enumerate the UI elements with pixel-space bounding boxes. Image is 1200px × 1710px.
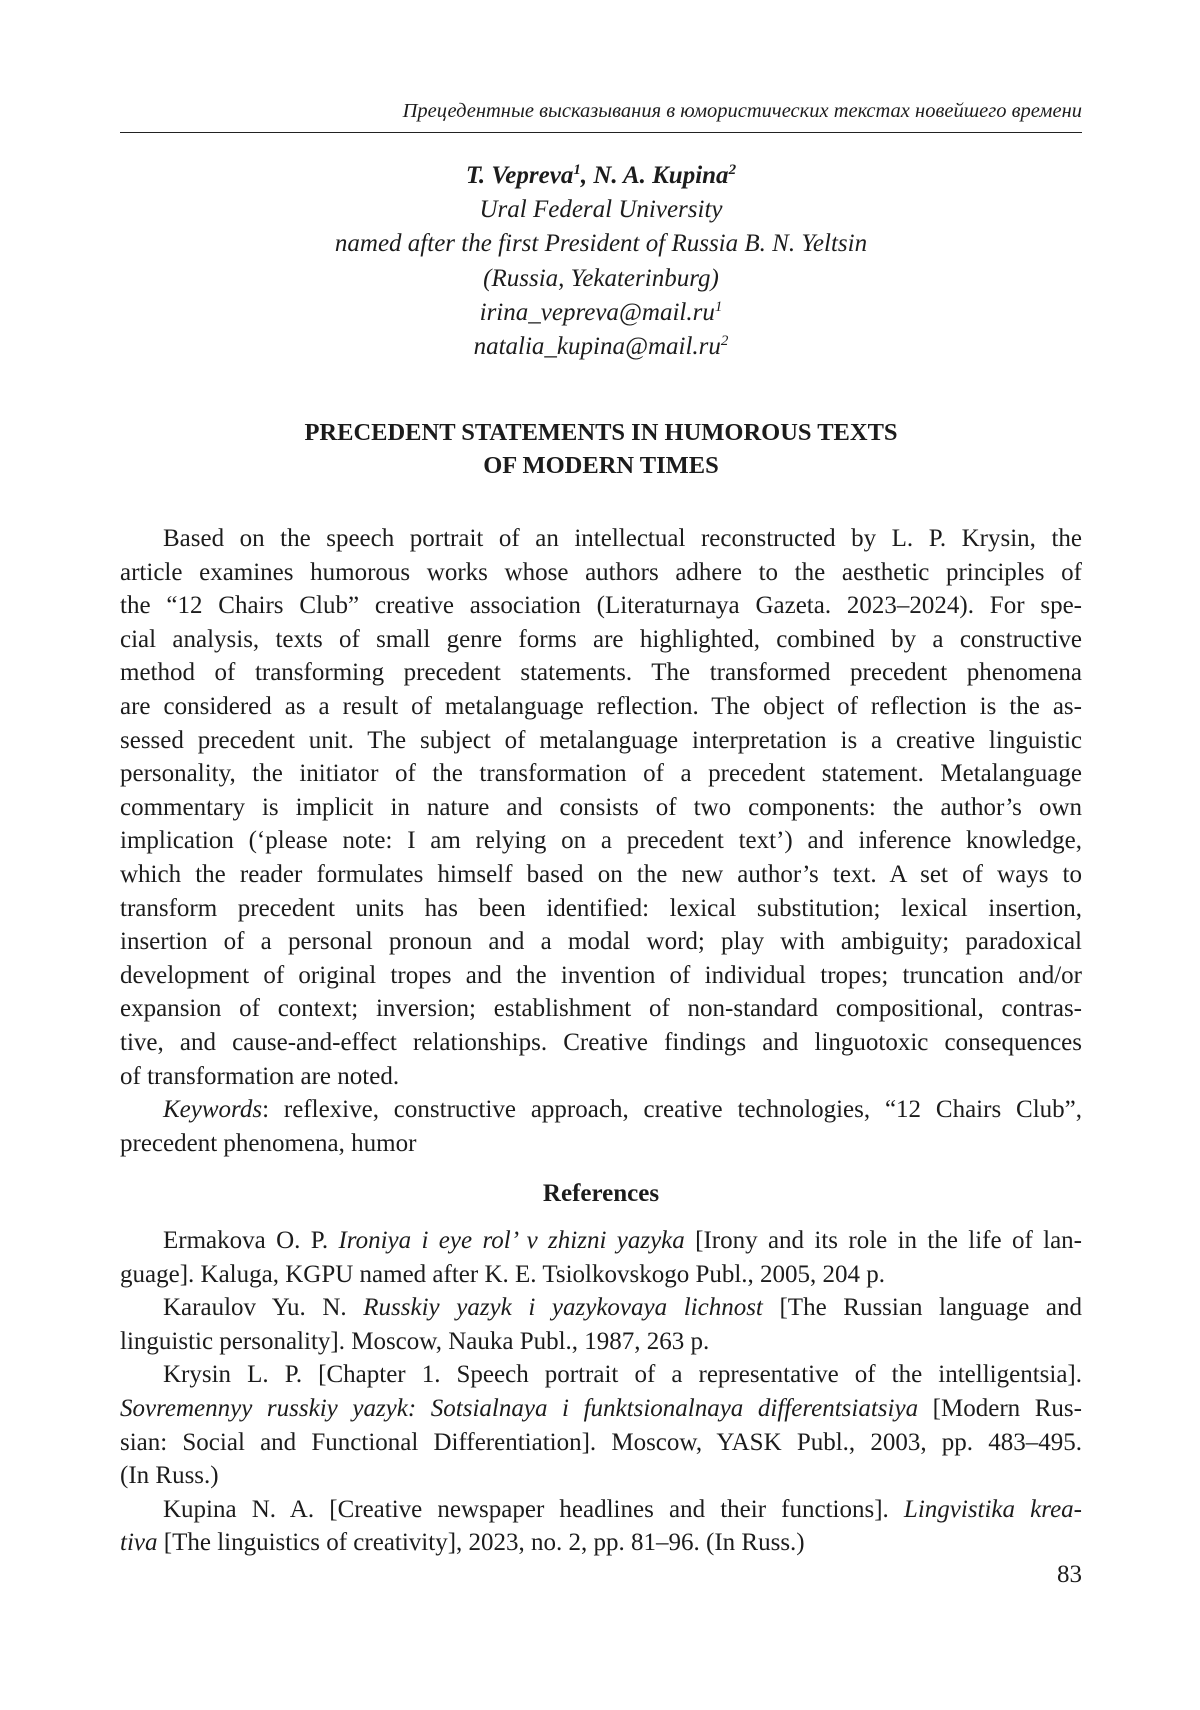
reference-line: Krysin L. P. [Chapter 1. Speech portrait of a representative of the intelligentsia].: [163, 1361, 1082, 1389]
author-1-marker: 1: [573, 162, 581, 178]
abstract-line: sessed precedent unit. The subject of metalanguage interpretation is a creative linguistic: [120, 726, 1082, 754]
reference-author: Karaulov Yu. N.: [163, 1294, 364, 1322]
reference-title: Sovremennyy russkiy yazyk: Sotsialnaya i funktsionalnaya differentsiatsiya: [120, 1394, 919, 1422]
email-2: natalia_kupina@mail.ru: [473, 333, 721, 361]
reference-line: [120, 1224, 1082, 1258]
reference-title: tiva: [120, 1529, 158, 1557]
abstract-line: of transformation are noted.: [120, 1062, 400, 1090]
abstract-line: method of transforming precedent statements. The transformed precedent phenomena: [120, 659, 1082, 687]
abstract-line: which the reader formulates himself based on the new author’s text. A set of ways to: [120, 860, 1082, 888]
abstract: [120, 522, 1082, 1160]
abstract-line: personality, the initiator of the transformation of a precedent statement. Metalanguage: [120, 760, 1082, 788]
email-1-marker: 1: [714, 298, 723, 315]
abstract-line: development of original tropes and the invention of individual tropes; truncation and/or: [120, 961, 1082, 989]
abstract-line: Based on the speech portrait of an intellectual reconstructed by L. P. Krysin, the: [163, 525, 1082, 552]
reference-line: sian: Social and Functional Differentiation]. Moscow, YASK Publ., 2003, pp. 483–495.: [120, 1428, 1082, 1456]
reference-line: linguistic personality]. Moscow, Nauka Publ., 1987, 263 p.: [120, 1327, 710, 1355]
references-list: [120, 1224, 1082, 1560]
author-names: [120, 159, 1082, 193]
reference-text: [The linguistics of creativity], 2023, no. 2, pp. 81–96. (In Russ.): [157, 1529, 805, 1557]
author-separator: ,: [580, 162, 594, 189]
reference-title: Lingvistika krea-: [903, 1495, 1082, 1523]
keywords-line-2: precedent phenomena, humor: [120, 1129, 417, 1157]
abstract-line: insertion of a personal pronoun and a modal word; play with ambiguity; paradoxical: [120, 928, 1082, 956]
email-2-line: [120, 330, 1082, 364]
author-block: [120, 159, 1082, 364]
title-line-2: OF MODERN TIMES: [483, 452, 719, 479]
affiliation-location: (Russia, Yekaterinburg): [483, 264, 719, 292]
references-heading: References: [542, 1180, 660, 1207]
header-rule: [120, 132, 1082, 133]
reference-line: (In Russ.): [120, 1462, 219, 1490]
title-line-1: PRECEDENT STATEMENTS IN HUMOROUS TEXTS: [304, 419, 898, 446]
reference-author: Ermakova O. P.: [163, 1227, 339, 1254]
abstract-line: tive, and cause-and-effect relationships. Creative findings and linguotoxic consequences: [120, 1028, 1082, 1056]
email-1-line: [120, 296, 1082, 330]
reference-text: [The Russian language and: [762, 1294, 1082, 1322]
abstract-line: article examines humorous works whose authors adhere to the aesthetic principles of: [120, 558, 1082, 586]
page-number: 83: [1057, 1561, 1082, 1588]
reference-line: [120, 1291, 1082, 1325]
email-1: irina_vepreva@mail.ru: [479, 298, 715, 326]
abstract-line: implication (‘please note: I am relying on a precedent text’) and inference knowledge,: [120, 827, 1082, 855]
author-2-marker: 2: [728, 162, 737, 178]
email-2-marker: 2: [720, 333, 729, 350]
abstract-line: the “12 Chairs Club” creative association (Literaturnaya Gazeta. 2023–2024). For spe-: [120, 592, 1082, 620]
abstract-line: expansion of context; inversion; establishment of non-standard compositional, contras-: [120, 995, 1082, 1023]
keywords-text: : reflexive, constructive approach, creative technologies, “12 Chairs Club”,: [262, 1096, 1082, 1124]
reference-author: Kupina N. A. [Creative newspaper headlines and their functions].: [163, 1495, 904, 1523]
affiliation-university: Ural Federal University: [479, 196, 723, 224]
affiliation-named-after: named after the first President of Russia B. N. Yeltsin: [334, 230, 868, 258]
reference-title: Ironiya i eye rol’ v zhizni yazyka: [338, 1227, 685, 1254]
reference-line: [120, 1392, 1082, 1426]
author-2: N. A. Kupina: [593, 162, 729, 189]
reference-line: [120, 1526, 1082, 1560]
running-head: Прецедентные высказывания в юмористических текстах новейшего времени: [402, 100, 1082, 122]
keywords-label: Keywords: [163, 1096, 263, 1124]
abstract-line: transform precedent units has been identified: lexical substitution; lexical insertion,: [120, 894, 1082, 922]
reference-title: Russkiy yazyk i yazykovaya lichnost: [363, 1294, 763, 1322]
abstract-line: cial analysis, texts of small genre forms are highlighted, combined by a constructive: [120, 625, 1082, 653]
author-1: T. Vepreva: [465, 162, 574, 189]
reference-line: [120, 1493, 1082, 1527]
abstract-line: are considered as a result of metalanguage reflection. The object of reflection is the as-: [120, 692, 1082, 720]
reference-line: guage]. Kaluga, KGPU named after K. E. Tsiolkovskogo Publ., 2005, 204 p.: [120, 1260, 886, 1288]
keywords-line: [120, 1093, 1082, 1127]
abstract-line: commentary is implicit in nature and consists of two components: the author’s own: [120, 793, 1082, 821]
reference-text: [Modern Rus-: [918, 1394, 1082, 1422]
article-title: [120, 416, 1082, 482]
reference-text: [Irony and its role in the life of lan-: [684, 1227, 1083, 1254]
